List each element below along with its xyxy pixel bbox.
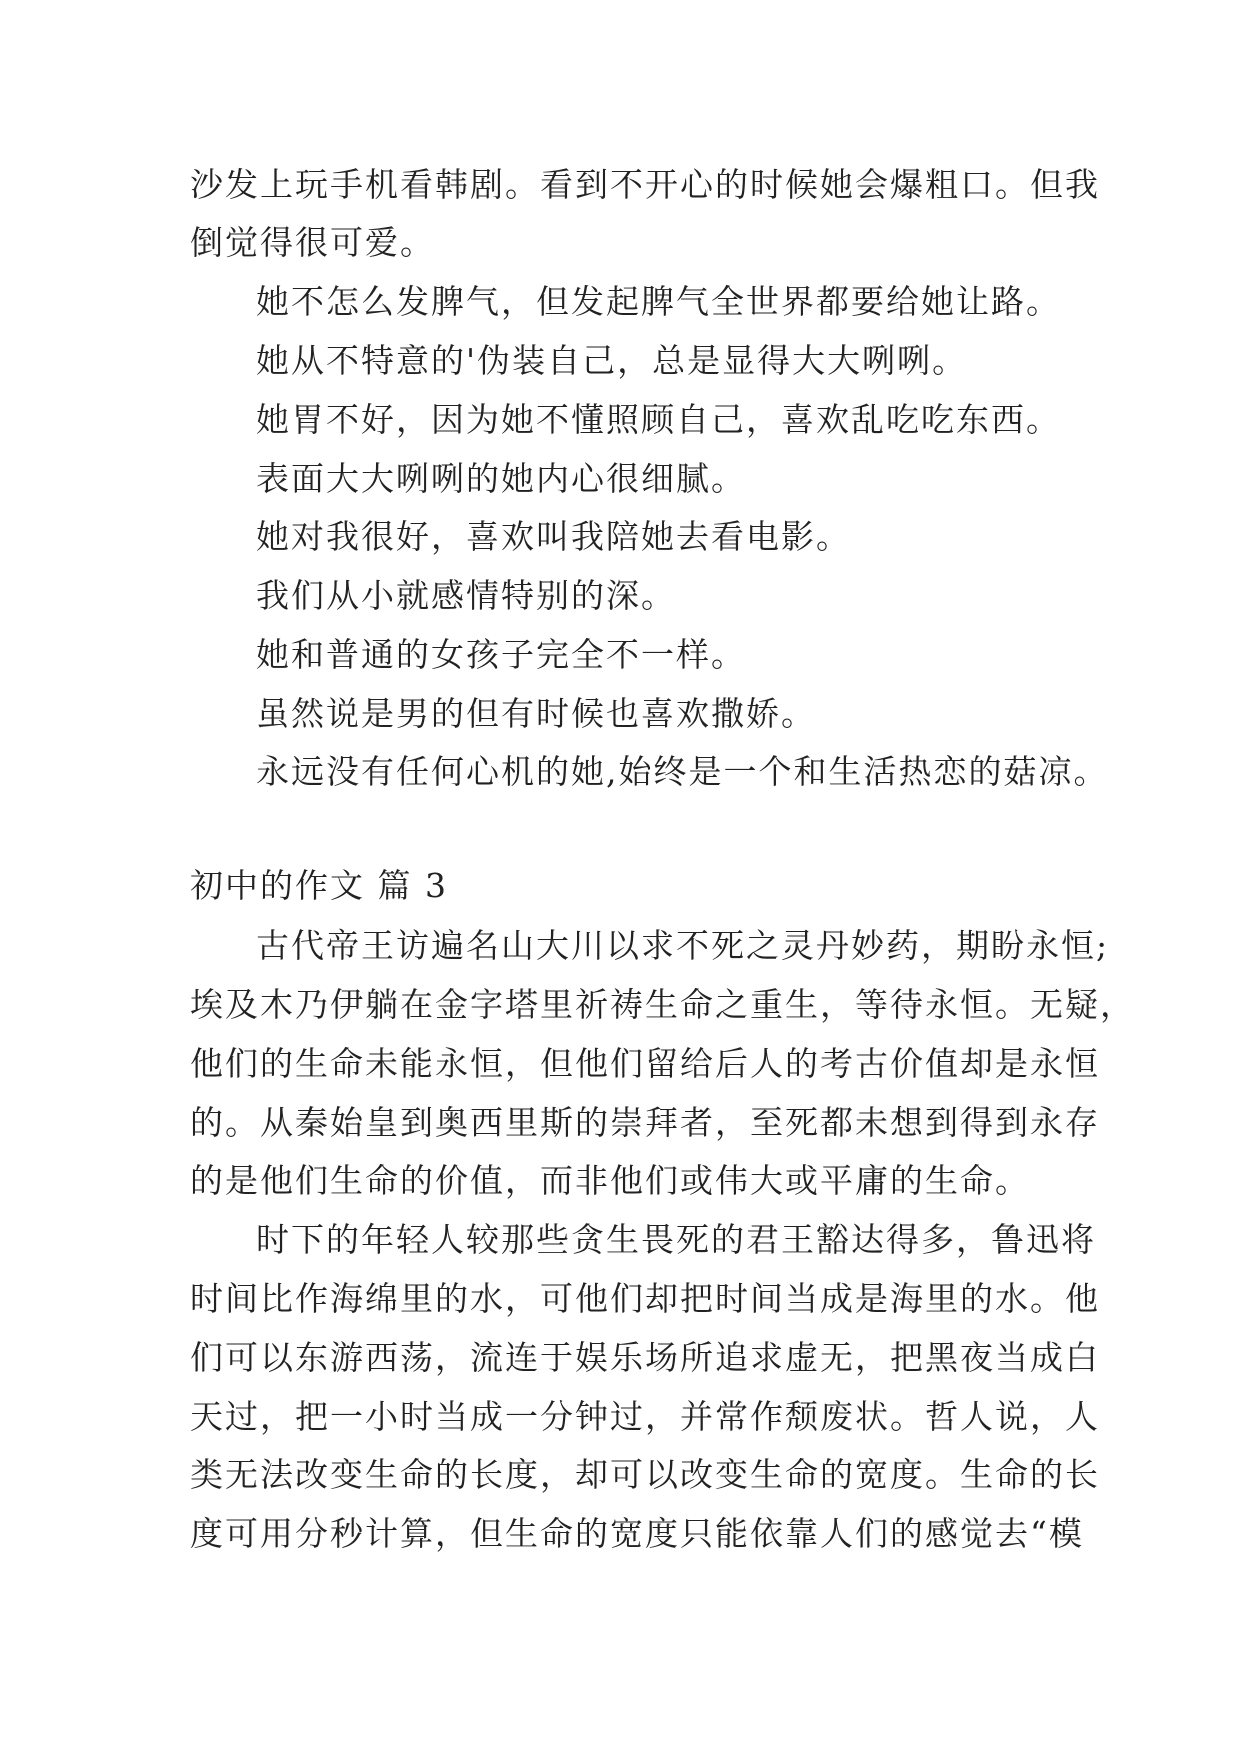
text-line: 度可用分秒计算，但生命的宽度只能依靠人们的感觉去“模 [190,1514,1084,1553]
text-line: 她胃不好，因为她不懂照顾自己，喜欢乱吃吃东西。 [256,400,1061,439]
text-line: 的。从秦始皇到奥西里斯的崇拜者，至死都未想到得到永存 [190,1103,1100,1142]
text-line: 她对我很好，喜欢叫我陪她去看电影。 [256,517,851,556]
text-line: 我们从小就感情特别的深。 [256,576,676,615]
section-heading: 初中的作文 篇 3 [190,866,448,905]
text-line: 们可以东游西荡，流连于娱乐场所追求虚无，把黑夜当成白 [190,1338,1100,1377]
text-line: 沙发上玩手机看韩剧。看到不开心的时候她会爆粗口。但我 [190,165,1100,204]
text-line: 时下的年轻人较那些贪生畏死的君王豁达得多，鲁迅将 [256,1220,1096,1259]
text-line: 虽然说是男的但有时候也喜欢撒娇。 [256,694,816,733]
text-line: 她不怎么发脾气，但发起脾气全世界都要给她让路。 [256,282,1061,321]
text-line: 类无法改变生命的长度，却可以改变生命的宽度。生命的长 [190,1455,1100,1494]
text-line: 埃及木乃伊躺在金字塔里祈祷生命之重生，等待永恒。无疑， [190,985,1135,1024]
text-line: 永远没有任何心机的她,始终是一个和生活热恋的菇凉。 [256,752,1109,791]
text-line: 倒觉得很可爱。 [190,223,435,262]
text-line: 她和普通的女孩子完全不一样。 [256,635,746,674]
text-line: 他们的生命未能永恒，但他们留给后人的考古价值却是永恒 [190,1044,1100,1083]
text-line: 时间比作海绵里的水，可他们却把时间当成是海里的水。他 [190,1279,1100,1318]
text-line: 的是他们生命的价值，而非他们或伟大或平庸的生命。 [190,1161,1030,1200]
text-line: 她从不特意的'伪装自己，总是显得大大咧咧。 [256,341,968,380]
text-line: 古代帝王访遍名山大川以求不死之灵丹妙药，期盼永恒; [256,926,1110,965]
text-line: 天过，把一小时当成一分钟过，并常作颓废状。哲人说，人 [190,1397,1100,1436]
text-line: 表面大大咧咧的她内心很细腻。 [256,459,746,498]
